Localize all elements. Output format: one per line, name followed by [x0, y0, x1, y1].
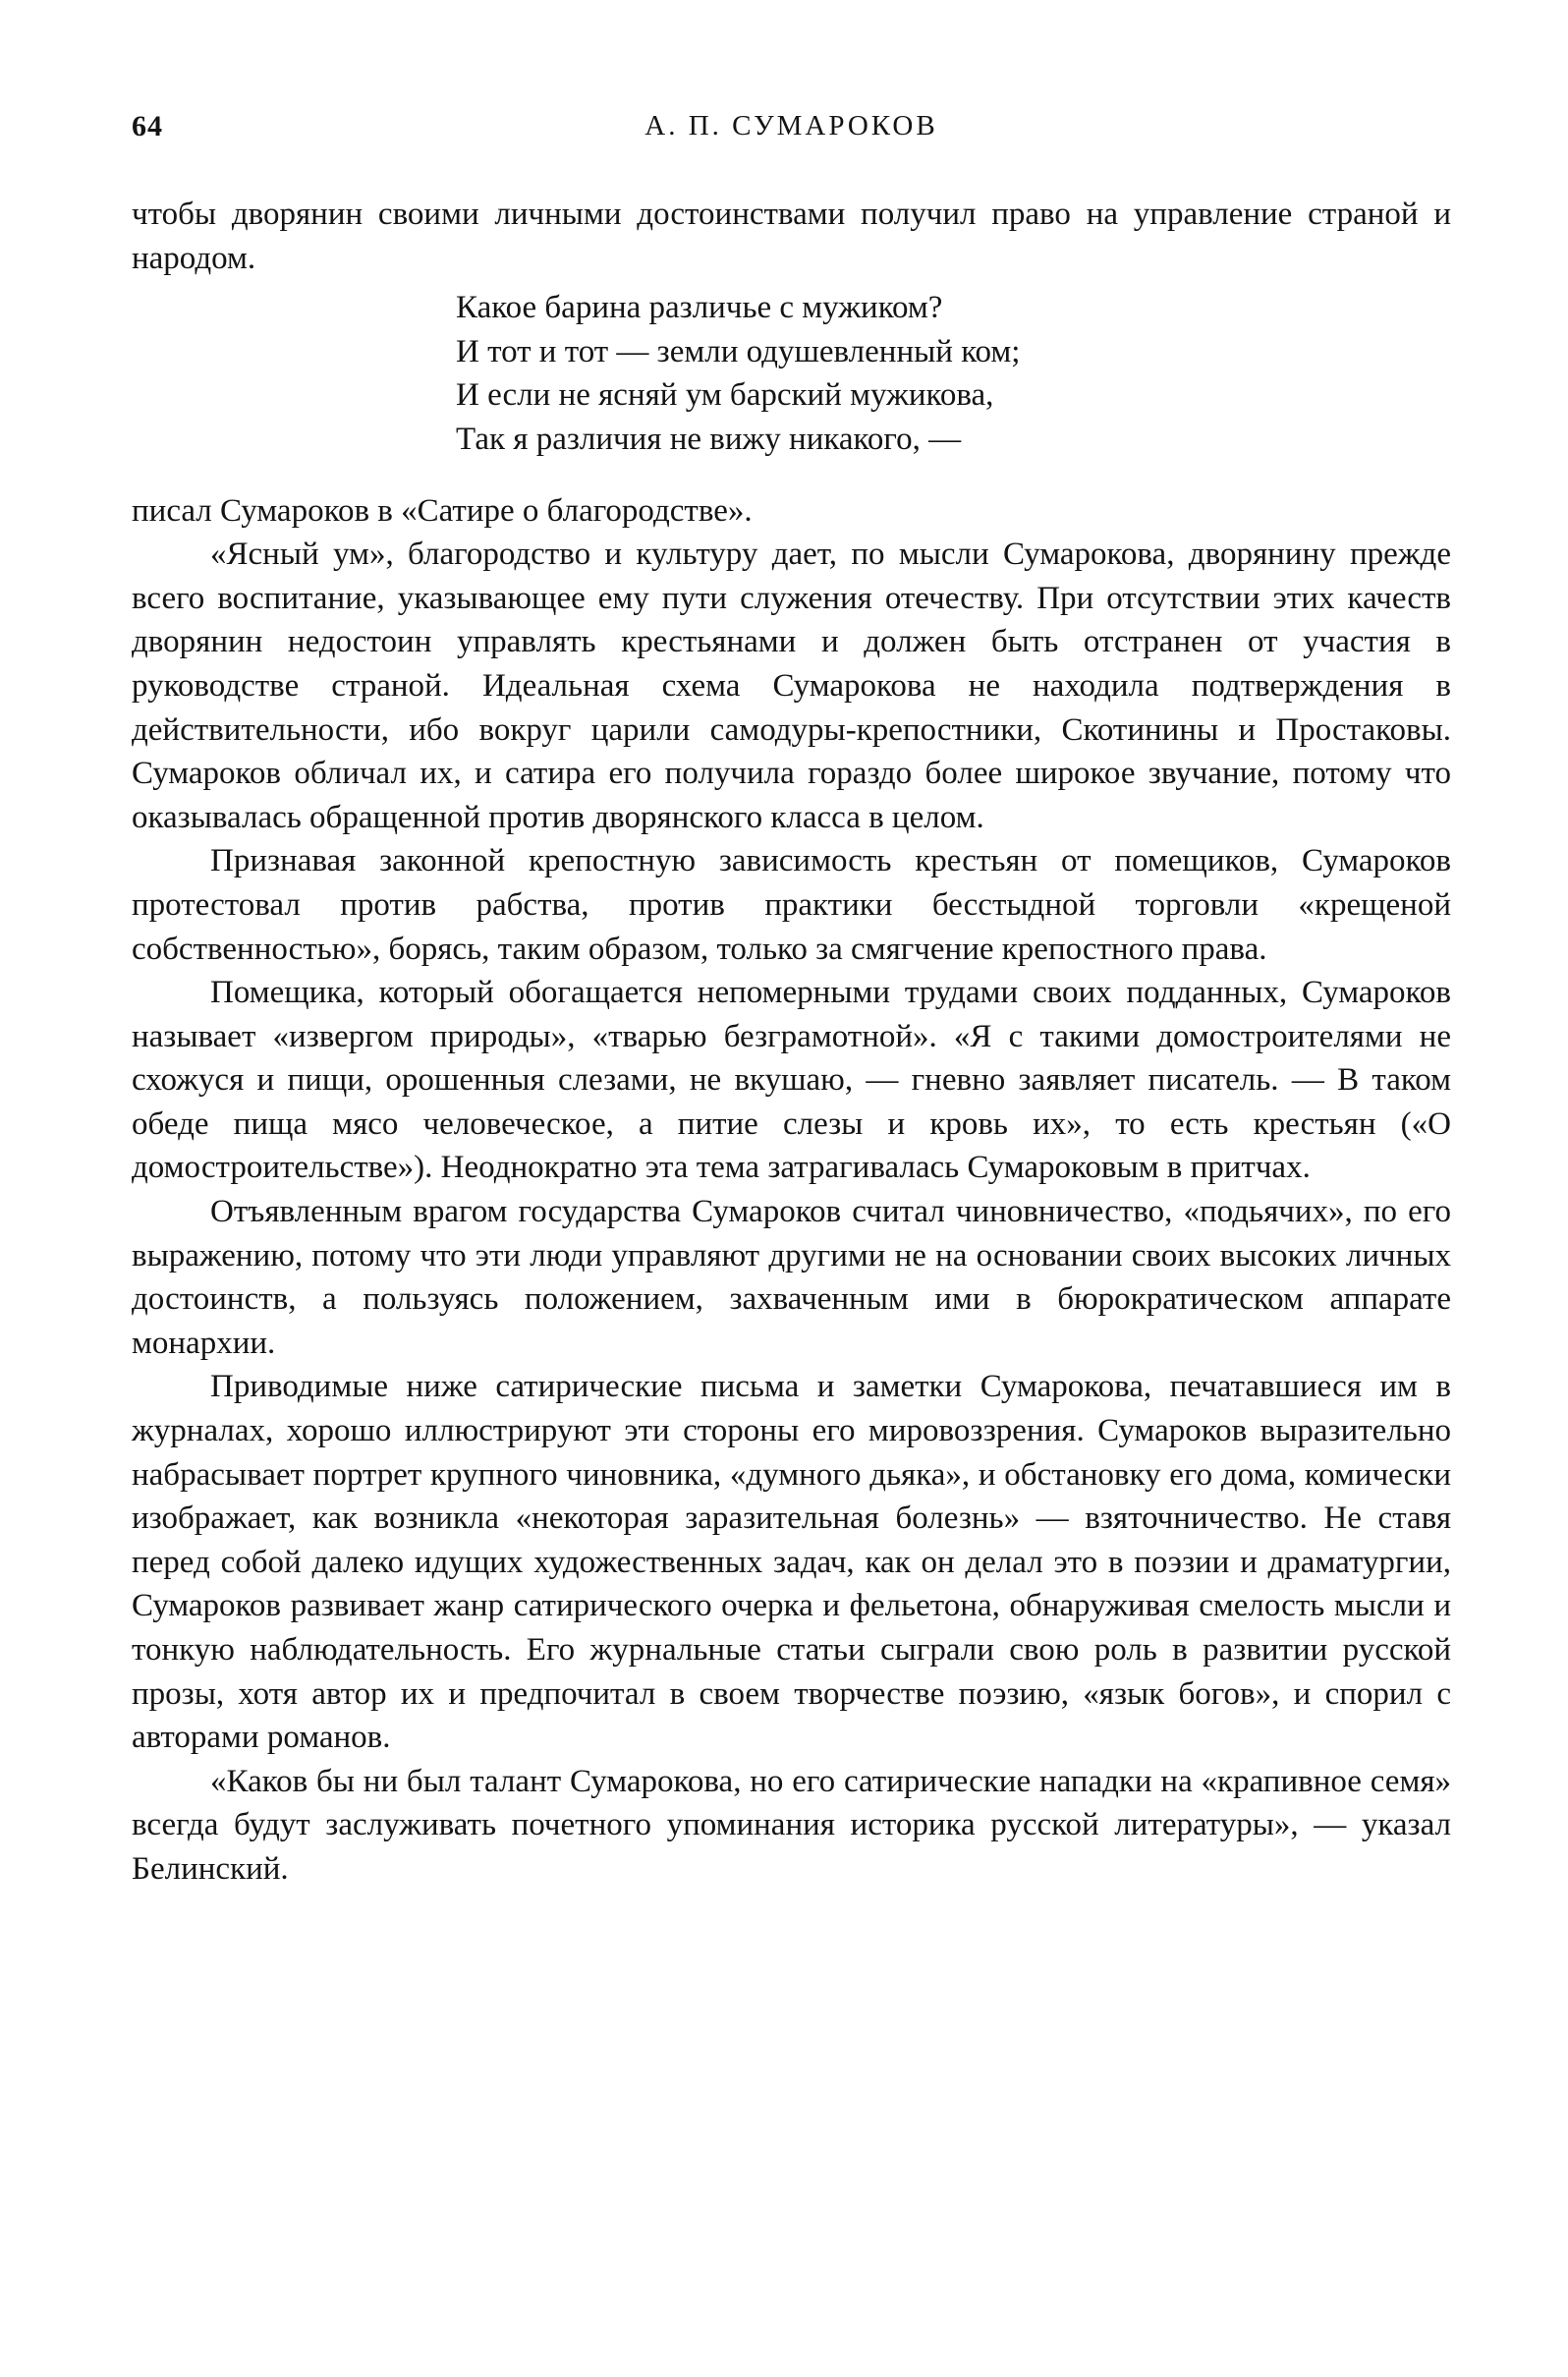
paragraph: Признавая законной крепостную зависимость крестьян от помещиков, Сумароков протестовал против рабства, против практики бесстыдной торговли «крещеной собственностью», борясь, таким образом, только за смягчение крепостного права.	[132, 843, 1451, 967]
poem-attribution: писал Сумароков в «Сатире о благородстве».	[132, 492, 753, 529]
poem-line: Какое барина различье с мужиком?	[456, 290, 943, 326]
body-text	[132, 193, 1451, 1892]
poem-line: И тот и тот — земли одушевленный ком;	[456, 333, 1021, 369]
paragraph: Отъявленным врагом государства Сумароков считал чиновничество, «подьячих», по его выражению, потому что эти люди управляют другими не на основании своих высоких личных достоинств, а пользуясь положением, захваченным ими в бюрократическом аппарате монархии.	[132, 1194, 1451, 1361]
poem-line: Так я различия не вижу никакого, —	[456, 421, 962, 457]
paragraph: «Ясный ум», благородство и культуру дает, по мысли Сумарокова, дворянину прежде всего воспитание, указывающее ему пути служения отечеству. При отсутствии этих качеств дворянин недостоин управлять крестьянами и должен быть отстранен от участия в руководстве страной. Идеальная схема Сумарокова не находила подтверждения в действительности, ибо вокруг царили самодуры-крепостники, Скотинины и Простаковы. Сумароков обличал их, и сатира его получила гораздо более широкое звучание, потому что оказывалась обращенной против дворянского класса в целом.	[132, 537, 1451, 835]
paragraph: Приводимые ниже сатирические письма и заметки Сумарокова, печатавшиеся им в журналах, хорошо иллюстрируют эти стороны его мировоззрения. Сумароков выразительно набрасывает портрет крупного чиновника, «думного дьяка», и обстановку его дома, комически изображает, как возникла «некоторая заразительная болезнь» — взяточничество. Не ставя перед собой далеко идущих художественных задач, как он делал это в поэзии и драматургии, Сумароков развивает жанр сатирического очерка и фельетона, обнаруживая смелость мысли и тонкую наблюдательность. Его журнальные статьи сыграли свою роль в развитии русской прозы, хотя автор их и предпочитал в своем творчестве поэзию, «язык богов», и спорил с авторами романов.	[132, 1369, 1451, 1756]
page-header	[132, 110, 1451, 149]
intro-paragraph: чтобы дворянин своими личными достоинствами получил право на управление страной и народом.	[132, 197, 1451, 276]
paragraph: «Каков бы ни был талант Сумарокова, но его сатирические нападки на «крапивное семя» всегда будут заслуживать почетного упоминания историка русской литературы», — указал Белинский.	[132, 1763, 1451, 1887]
poem-line: И если не ясняй ум барский мужикова,	[456, 377, 994, 414]
paragraph: Помещика, который обогащается непомерными трудами своих подданных, Сумароков называет «извергом природы», «тварью безграмотной». «Я с такими домостроителями не схожуся и пищи, орошенныя слезами, не вкушаю, — гневно заявляет писатель. — В таком обеде пища мясо человеческое, а питие слезы и кровь их», то есть крестьян («О домостроительстве»). Неоднократно эта тема затрагивалась Сумароковым в притчах.	[132, 975, 1451, 1186]
page-number: 64	[132, 110, 163, 142]
running-title: А. П. СУМАРОКОВ	[644, 110, 938, 141]
poem-quote	[456, 286, 1451, 461]
